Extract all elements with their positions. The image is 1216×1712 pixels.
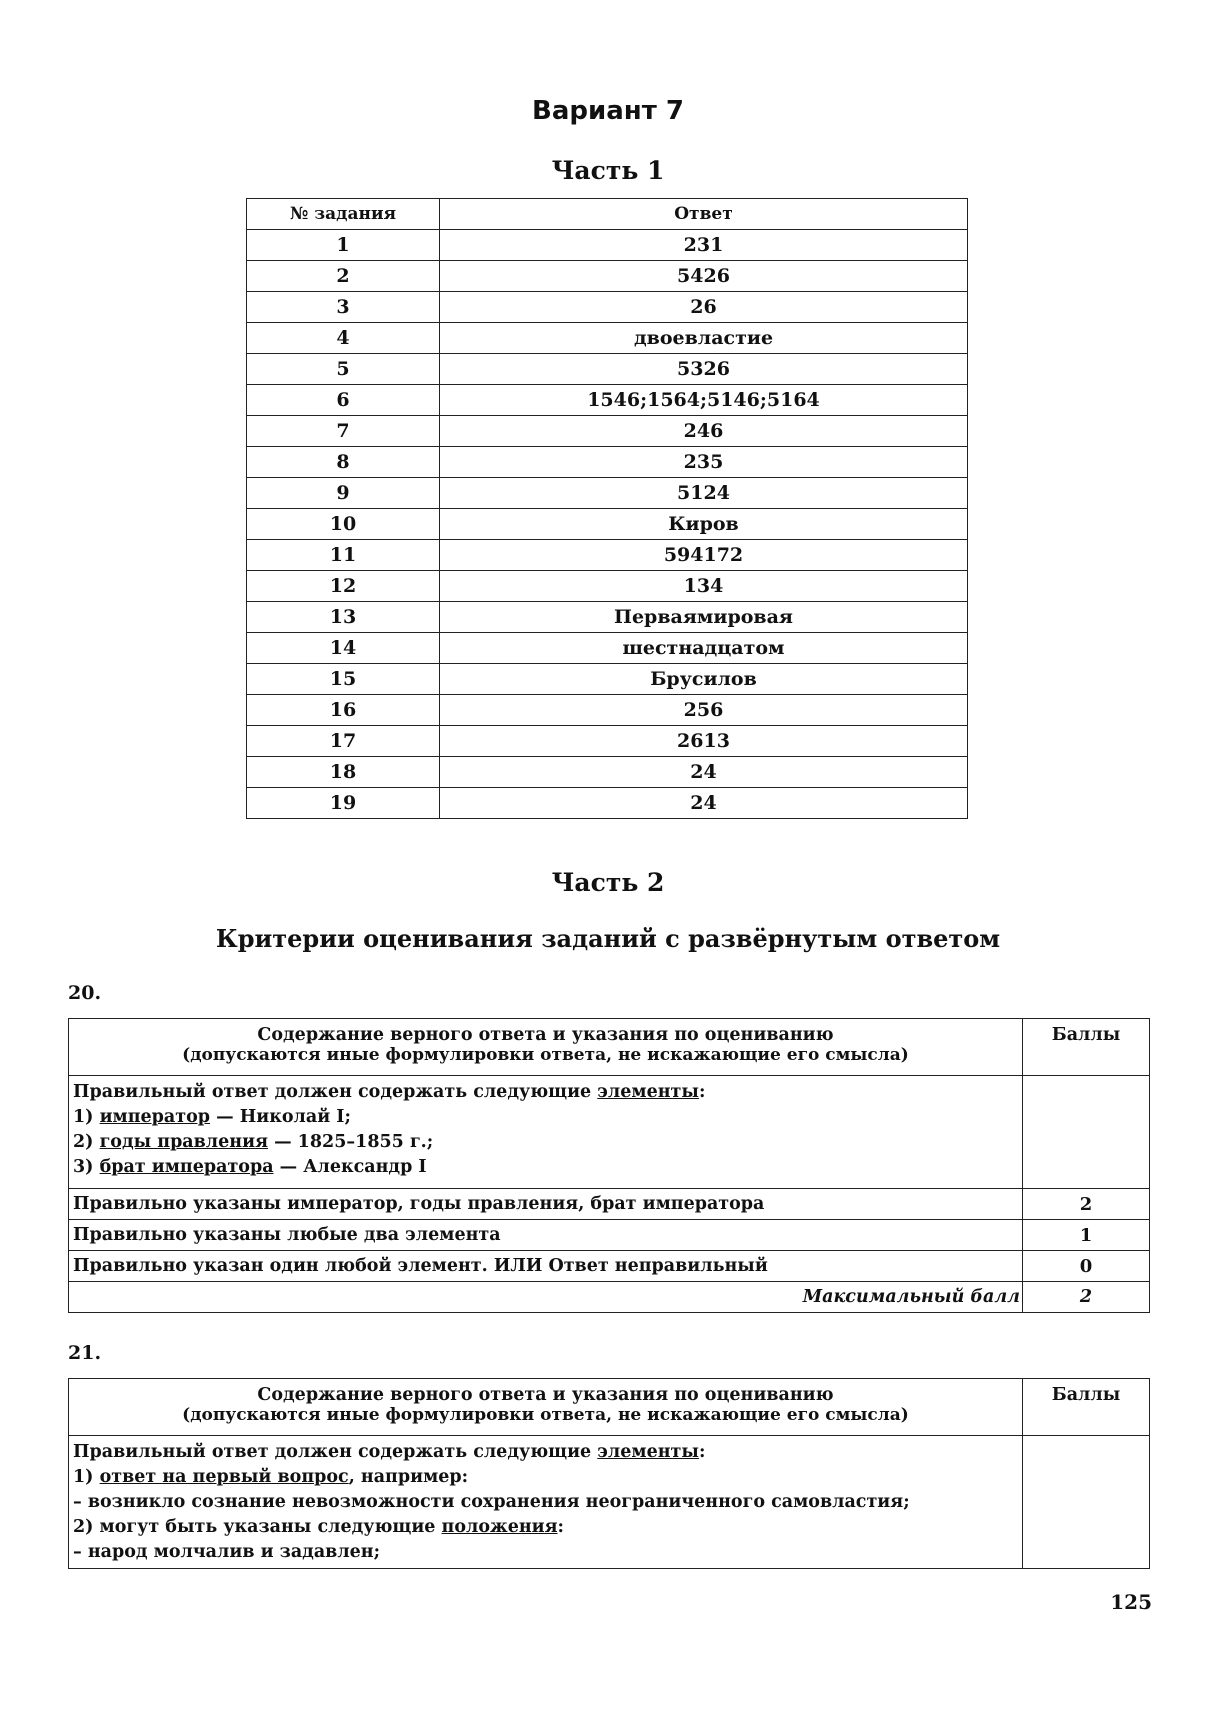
task20-header-content xyxy=(69,1019,1023,1076)
answer-cell: 235 xyxy=(440,447,968,478)
task-number-cell: 7 xyxy=(247,416,440,447)
answers-row xyxy=(247,540,968,571)
task-number-cell: 11 xyxy=(247,540,440,571)
answers-row xyxy=(247,695,968,726)
answer-cell: 256 xyxy=(440,695,968,726)
task20-item-3: 3) брат императора — Александр I xyxy=(73,1157,427,1177)
task21-line-3: 2) могут быть указаны следующие положения: xyxy=(73,1517,565,1537)
answer-cell: 5426 xyxy=(440,261,968,292)
task21-line-2: – возникло сознание невозможности сохранения неограниченного самовластия; xyxy=(73,1492,910,1512)
criteria-title: Критерии оценивания заданий с развёрнутым ответом xyxy=(215,924,1001,953)
task-number-cell: 18 xyxy=(247,757,440,788)
task20-max-value: 2 xyxy=(1023,1282,1150,1313)
answer-cell: 1546;1564;5146;5164 xyxy=(440,385,968,416)
task-number-cell: 14 xyxy=(247,633,440,664)
task21-line-1: 1) ответ на первый вопрос, например: xyxy=(73,1467,469,1487)
task20-row-score: 1 xyxy=(1023,1220,1150,1251)
answer-cell: 134 xyxy=(440,571,968,602)
col-answer: Ответ xyxy=(440,199,968,230)
task21-header-row xyxy=(69,1379,1150,1436)
task20-max-label: Максимальный балл xyxy=(69,1282,1023,1313)
task20-criteria-table xyxy=(68,1018,1150,1313)
task20-row-text: Правильно указаны император, годы правления, брат императора xyxy=(69,1189,1023,1220)
task21-number: 21. xyxy=(68,1342,102,1364)
task20-intro: Правильный ответ должен содержать следующие элементы: xyxy=(73,1082,706,1102)
answer-cell: шестнадцатом xyxy=(440,633,968,664)
answers-row xyxy=(247,757,968,788)
task20-score-row xyxy=(69,1189,1150,1220)
task-number-cell: 13 xyxy=(247,602,440,633)
task21-criteria-table xyxy=(68,1378,1150,1569)
page-number: 125 xyxy=(1110,1590,1152,1614)
answer-cell: 231 xyxy=(440,230,968,261)
task20-item-1: 1) император — Николай I; xyxy=(73,1107,351,1127)
task21-header-score: Баллы xyxy=(1023,1379,1150,1436)
answer-cell: 2613 xyxy=(440,726,968,757)
task-number-cell: 5 xyxy=(247,354,440,385)
answers-row xyxy=(247,726,968,757)
task20-number: 20. xyxy=(68,982,102,1004)
task20-header-main: Содержание верного ответа и указания по оцениванию xyxy=(257,1025,834,1045)
answer-cell: 26 xyxy=(440,292,968,323)
task20-header-sub: (допускаются иные формулировки ответа, не искажающие его смысла) xyxy=(182,1045,909,1065)
task21-elements-row xyxy=(69,1436,1150,1569)
task-number-cell: 3 xyxy=(247,292,440,323)
task20-row-text: Правильно указан один любой элемент. ИЛИ Ответ неправильный xyxy=(69,1251,1023,1282)
answer-cell: Киров xyxy=(440,509,968,540)
task21-intro: Правильный ответ должен содержать следующие элементы: xyxy=(73,1442,706,1462)
answer-cell: двоевластие xyxy=(440,323,968,354)
answers-row xyxy=(247,447,968,478)
answers-header-row xyxy=(247,199,968,230)
task-number-cell: 6 xyxy=(247,385,440,416)
task-number-cell: 2 xyxy=(247,261,440,292)
answer-cell: Брусилов xyxy=(440,664,968,695)
task21-elements xyxy=(69,1436,1023,1569)
task20-score-row xyxy=(69,1251,1150,1282)
answers-row xyxy=(247,292,968,323)
task-number-cell: 16 xyxy=(247,695,440,726)
part2-title: Часть 2 xyxy=(551,868,665,897)
task20-header-score: Баллы xyxy=(1023,1019,1150,1076)
part1-title: Часть 1 xyxy=(551,156,665,185)
task21-header-content xyxy=(69,1379,1023,1436)
answers-row xyxy=(247,571,968,602)
task-number-cell: 8 xyxy=(247,447,440,478)
task-number-cell: 12 xyxy=(247,571,440,602)
col-task-number: № задания xyxy=(247,199,440,230)
task-number-cell: 15 xyxy=(247,664,440,695)
answers-row xyxy=(247,509,968,540)
task-number-cell: 19 xyxy=(247,788,440,819)
task20-item-2: 2) годы правления — 1825–1855 г.; xyxy=(73,1132,434,1152)
task-number-cell: 17 xyxy=(247,726,440,757)
answers-row xyxy=(247,788,968,819)
task20-elements-row xyxy=(69,1076,1150,1189)
answers-row xyxy=(247,354,968,385)
answers-row xyxy=(247,230,968,261)
task20-row-score: 0 xyxy=(1023,1251,1150,1282)
answers-row xyxy=(247,385,968,416)
task20-header-row xyxy=(69,1019,1150,1076)
task20-elements-score xyxy=(1023,1076,1150,1189)
answers-row xyxy=(247,261,968,292)
answers-row xyxy=(247,416,968,447)
answers-row xyxy=(247,633,968,664)
answer-cell: 5124 xyxy=(440,478,968,509)
task-number-cell: 9 xyxy=(247,478,440,509)
answer-cell: 5326 xyxy=(440,354,968,385)
task20-row-score: 2 xyxy=(1023,1189,1150,1220)
task20-score-row xyxy=(69,1220,1150,1251)
answers-row xyxy=(247,478,968,509)
task-number-cell: 1 xyxy=(247,230,440,261)
task21-header-sub: (допускаются иные формулировки ответа, не искажающие его смысла) xyxy=(182,1405,909,1425)
answer-cell: 594172 xyxy=(440,540,968,571)
answer-cell: 24 xyxy=(440,788,968,819)
task20-row-text: Правильно указаны любые два элемента xyxy=(69,1220,1023,1251)
task21-elements-score xyxy=(1023,1436,1150,1569)
answer-cell: Перваямировая xyxy=(440,602,968,633)
answer-cell: 246 xyxy=(440,416,968,447)
task-number-cell: 10 xyxy=(247,509,440,540)
answer-cell: 24 xyxy=(440,757,968,788)
answers-table xyxy=(246,198,968,819)
task-number-cell: 4 xyxy=(247,323,440,354)
variant-title: Вариант 7 xyxy=(532,96,684,126)
task20-elements xyxy=(69,1076,1023,1189)
task21-header-main: Содержание верного ответа и указания по оцениванию xyxy=(257,1385,834,1405)
answers-row xyxy=(247,664,968,695)
answers-row xyxy=(247,323,968,354)
task21-line-4: – народ молчалив и задавлен; xyxy=(73,1542,381,1562)
task20-max-row xyxy=(69,1282,1150,1313)
answers-row xyxy=(247,602,968,633)
